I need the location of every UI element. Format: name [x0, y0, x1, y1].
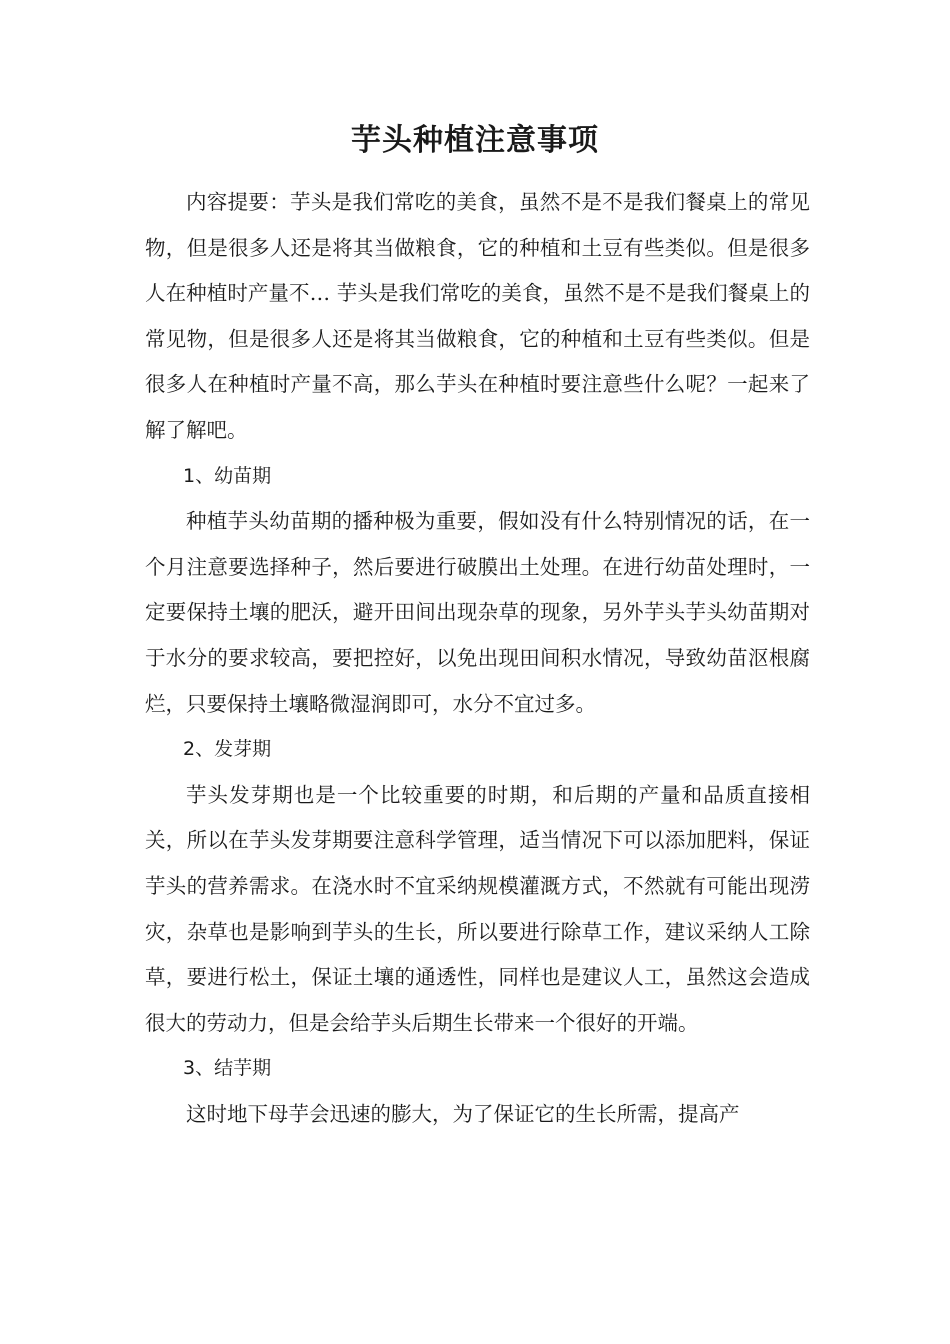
- section-heading-tuber: 3、结芋期: [183, 1057, 272, 1080]
- document-body: [145, 180, 810, 1137]
- tuber-paragraph: 这时地下母芋会迅速的膨大，为了保证它的生长所需，提高产: [186, 1101, 740, 1126]
- seedling-paragraph: 种植芋头幼苗期的播种极为重要，假如没有什么特别情况的话，在一个月注意要选择种子，然后要进行破膜出土处理。在进行幼苗处理时，一定要保持土壤的肥沃，避开田间出现杂草的现象，另外芋头芋头幼苗期对于水分的要求较高，要把控好，以免出现田间积水情况，导致幼苗沤根腐烂，只要保持土壤略微湿润即可，水分不宜过多。: [145, 509, 810, 716]
- intro-paragraph: 内容提要：芋头是我们常吃的美食，虽然不是不是我们餐桌上的常见物，但是很多人还是将其当做粮食，它的种植和土豆有些类似。但是很多人在种植时产量不… 芋头是我们常吃的美食，虽然不是不是我们餐桌上的常见物，但是很多人还是将其当做粮食，它的种植和土豆有些类似。但是很多人在种植时产量不高，那么芋头在种植时要注意些什么呢？一起来了解了解吧。: [145, 190, 810, 442]
- sprouting-paragraph: 芋头发芽期也是一个比较重要的时期，和后期的产量和品质直接相关，所以在芋头发芽期要注意科学管理，适当情况下可以添加肥料，保证芋头的营养需求。在浇水时不宜采纳规模灌溉方式，不然就有可能出现涝灾，杂草也是影响到芋头的生长，所以要进行除草工作，建议采纳人工除草，要进行松土，保证土壤的通透性，同样也是建议人工，虽然这会造成很大的劳动力，但是会给芋头后期生长带来一个很好的开端。: [145, 782, 810, 1035]
- section-heading-sprouting: 2、发芽期: [183, 738, 272, 761]
- section-heading-seedling: 1、幼苗期: [183, 464, 272, 487]
- document-title: 芋头种植注意事项: [351, 123, 599, 158]
